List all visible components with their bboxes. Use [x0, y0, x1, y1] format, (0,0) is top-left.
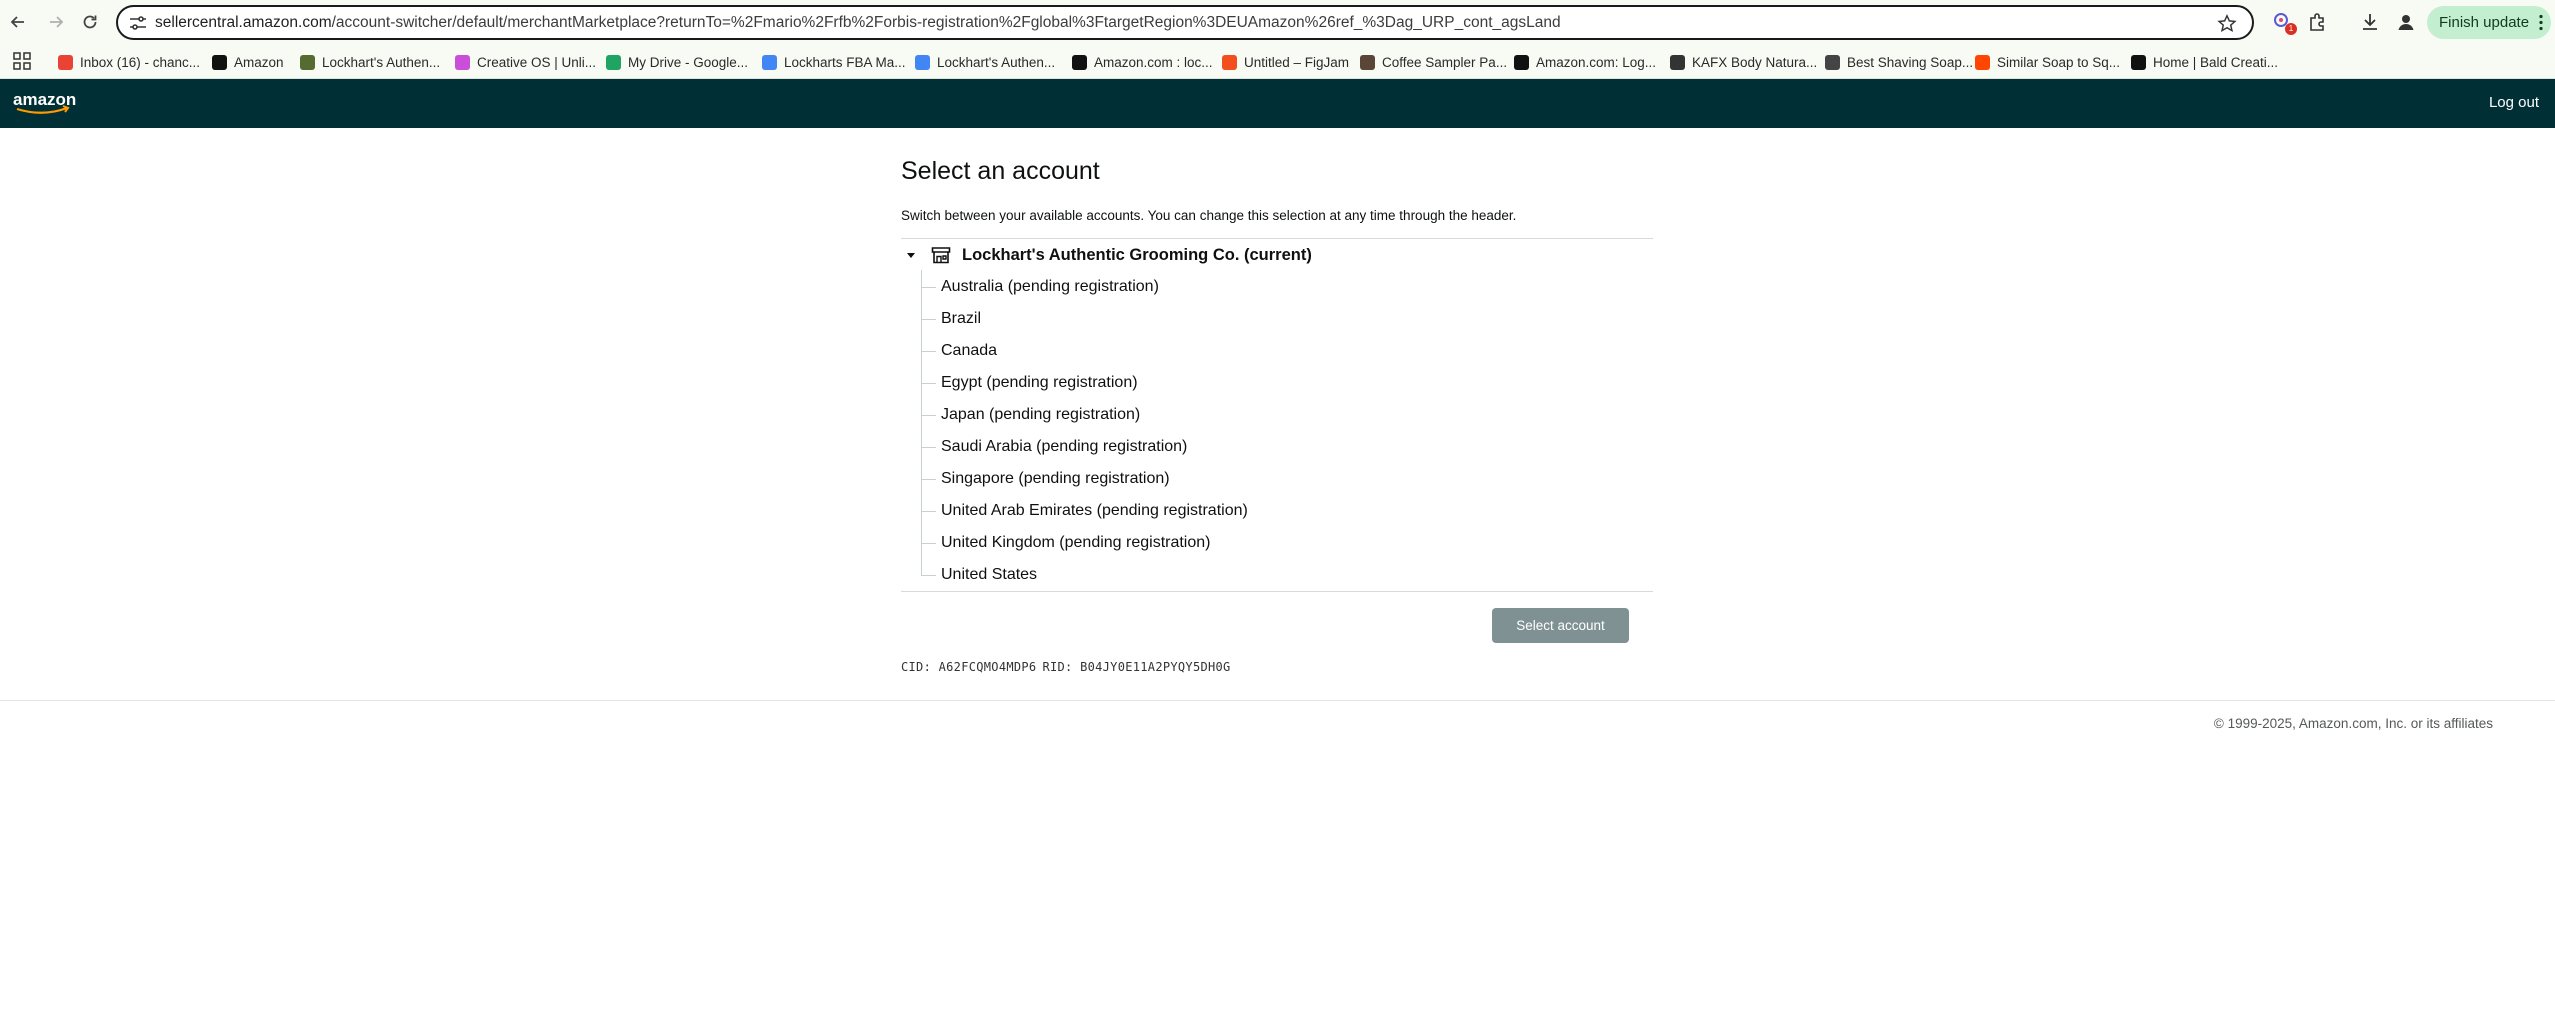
bookmark-star-icon[interactable] — [2216, 13, 2238, 35]
bookmark-label: Similar Soap to Sq... — [1997, 54, 2121, 70]
bookmark-item[interactable] — [1825, 51, 1973, 73]
bookmark-item[interactable] — [1360, 51, 1507, 73]
bookmark-item[interactable] — [1670, 51, 1817, 73]
bookmark-favicon-icon — [762, 55, 777, 70]
bookmark-favicon-icon — [1975, 55, 1990, 70]
account-name: Lockhart's Authentic Grooming Co. (current) — [962, 245, 1312, 264]
marketplace-label: Saudi Arabia (pending registration) — [941, 438, 1188, 455]
bookmark-favicon-icon — [1222, 55, 1237, 70]
finish-update-button[interactable] — [2427, 6, 2551, 39]
bookmark-favicon-icon — [606, 55, 621, 70]
forward-button[interactable] — [42, 8, 70, 36]
bookmark-label: Home | Bald Creati... — [2153, 54, 2279, 70]
tree-branch — [921, 415, 936, 416]
page-subtitle: Switch between your available accounts. You can change this selection at any time through the header. — [901, 208, 1517, 223]
select-account-button[interactable]: Select account — [1492, 608, 1629, 643]
marketplace-label: Australia (pending registration) — [941, 278, 1159, 295]
bookmark-label: Coffee Sampler Pa... — [1382, 54, 1508, 70]
marketplace-item[interactable] — [921, 499, 1248, 523]
profile-icon — [2395, 11, 2417, 33]
extension-badge: 1 — [2285, 23, 2297, 35]
address-bar[interactable] — [116, 5, 2254, 40]
bookmark-label: Inbox (16) - chanc... — [80, 54, 201, 70]
bookmark-item[interactable] — [1975, 51, 2120, 73]
marketplace-label: United Kingdom (pending registration) — [941, 534, 1211, 551]
bookmark-label: Best Shaving Soap... — [1847, 54, 1974, 70]
bookmark-label: Lockhart's Authen... — [322, 54, 441, 70]
bookmark-item[interactable] — [1222, 51, 1349, 73]
tree-branch — [921, 383, 936, 384]
url-path: /account-switcher/default/merchantMarketplace?returnTo=%2Fmario%2Frfb%2Forbis-registration%2Fglobal%3FtargetRegion%3DEUAmazon%26ref_%3Dag_URP_cont_agsLand — [331, 14, 1561, 31]
marketplace-item[interactable] — [921, 403, 1140, 427]
marketplace-item[interactable] — [921, 563, 1037, 587]
rid-text: RID: B04JY0E11A2PYQY5DH0G — [1042, 660, 1231, 674]
profile-button[interactable] — [2393, 9, 2419, 35]
amazon-logo-text: amazon — [13, 90, 77, 109]
footer-divider — [0, 700, 2555, 701]
bookmark-label: KAFX Body Natura... — [1692, 54, 1818, 70]
extension-button[interactable] — [2270, 9, 2296, 35]
bookmark-favicon-icon — [1825, 55, 1840, 70]
tree-branch — [921, 351, 936, 352]
arrow-left-icon — [8, 12, 28, 32]
bookmark-label: Lockharts FBA Ma... — [784, 54, 906, 70]
divider — [901, 238, 1653, 239]
amazon-logo[interactable] — [13, 89, 77, 117]
finish-update-label: Finish update — [2439, 14, 2530, 31]
tree-branch — [921, 575, 936, 576]
bookmark-item[interactable] — [300, 51, 440, 73]
bookmark-favicon-icon — [1360, 55, 1375, 70]
marketplace-item[interactable] — [921, 435, 1187, 459]
store-icon — [931, 246, 951, 264]
divider — [901, 591, 1653, 592]
tree-branch — [921, 319, 936, 320]
marketplace-item[interactable] — [921, 307, 981, 331]
marketplace-item[interactable] — [921, 531, 1210, 555]
marketplace-label: United States — [941, 566, 1038, 583]
bookmark-item[interactable] — [212, 51, 284, 73]
bookmark-favicon-icon — [455, 55, 470, 70]
bookmark-favicon-icon — [1670, 55, 1685, 70]
marketplace-item[interactable] — [921, 371, 1138, 395]
url-host: sellercentral.amazon.com — [155, 14, 332, 31]
extensions-button[interactable] — [2305, 9, 2331, 35]
marketplace-label: Singapore (pending registration) — [941, 470, 1170, 487]
bookmark-favicon-icon — [915, 55, 930, 70]
caret-down-icon[interactable] — [905, 249, 917, 261]
copyright: © 1999-2025, Amazon.com, Inc. or its affiliates — [2213, 716, 2493, 731]
bookmark-item[interactable] — [2131, 51, 2278, 73]
bookmark-favicon-icon — [1514, 55, 1529, 70]
account-tree-root[interactable] — [905, 243, 1312, 267]
apps-grid-icon[interactable] — [12, 51, 32, 71]
bookmark-item[interactable] — [915, 51, 1055, 73]
marketplace-item[interactable] — [921, 467, 1170, 491]
bookmark-item[interactable] — [58, 51, 200, 73]
bookmark-label: Amazon.com: Log... — [1536, 54, 1657, 70]
bookmark-label: My Drive - Google... — [628, 54, 749, 70]
bookmark-label: Untitled – FigJam — [1244, 54, 1350, 70]
url-text[interactable] — [155, 14, 1561, 32]
bookmark-label: Amazon.com : loc... — [1094, 54, 1213, 70]
kebab-menu-icon — [2539, 14, 2543, 31]
bookmark-label: Lockhart's Authen... — [937, 54, 1056, 70]
reload-button[interactable] — [76, 8, 104, 36]
browser-toolbar — [0, 0, 2555, 45]
bookmark-favicon-icon — [300, 55, 315, 70]
downloads-button[interactable] — [2357, 9, 2383, 35]
tree-branch — [921, 479, 936, 480]
tree-branch — [921, 511, 936, 512]
page-title: Select an account — [901, 157, 1100, 185]
account-identifiers — [901, 660, 1237, 674]
marketplace-item[interactable] — [921, 339, 997, 363]
bookmark-favicon-icon — [1072, 55, 1087, 70]
puzzle-icon — [2307, 11, 2329, 33]
marketplace-label: Japan (pending registration) — [941, 406, 1141, 423]
bookmark-item[interactable] — [762, 51, 906, 73]
marketplace-item[interactable] — [921, 275, 1159, 299]
marketplace-label: Egypt (pending registration) — [941, 374, 1138, 391]
cid-text: CID: A62FCQMO4MDP6 — [901, 660, 1037, 674]
bookmark-favicon-icon — [58, 55, 73, 70]
bookmark-favicon-icon — [212, 55, 227, 70]
marketplace-label: United Arab Emirates (pending registration) — [941, 502, 1248, 519]
back-button[interactable] — [4, 8, 32, 36]
marketplace-label: Canada — [941, 342, 998, 359]
tree-branch — [921, 447, 936, 448]
logout-link[interactable]: Log out — [2488, 94, 2539, 111]
site-settings-icon[interactable] — [128, 14, 148, 32]
bookmark-item[interactable] — [1514, 51, 1656, 73]
marketplace-label: Brazil — [941, 310, 982, 327]
tree-branch — [921, 287, 936, 288]
tree-branch — [921, 543, 936, 544]
arrow-right-icon — [46, 12, 66, 32]
bookmark-item[interactable] — [455, 51, 596, 73]
download-icon — [2359, 11, 2381, 33]
reload-icon — [80, 12, 100, 32]
bookmark-favicon-icon — [2131, 55, 2146, 70]
bookmark-item[interactable] — [606, 51, 748, 73]
bookmark-label: Amazon — [234, 54, 284, 70]
bookmark-label: Creative OS | Unli... — [477, 54, 597, 70]
amazon-header — [0, 79, 2555, 128]
bookmark-item[interactable] — [1072, 51, 1213, 73]
